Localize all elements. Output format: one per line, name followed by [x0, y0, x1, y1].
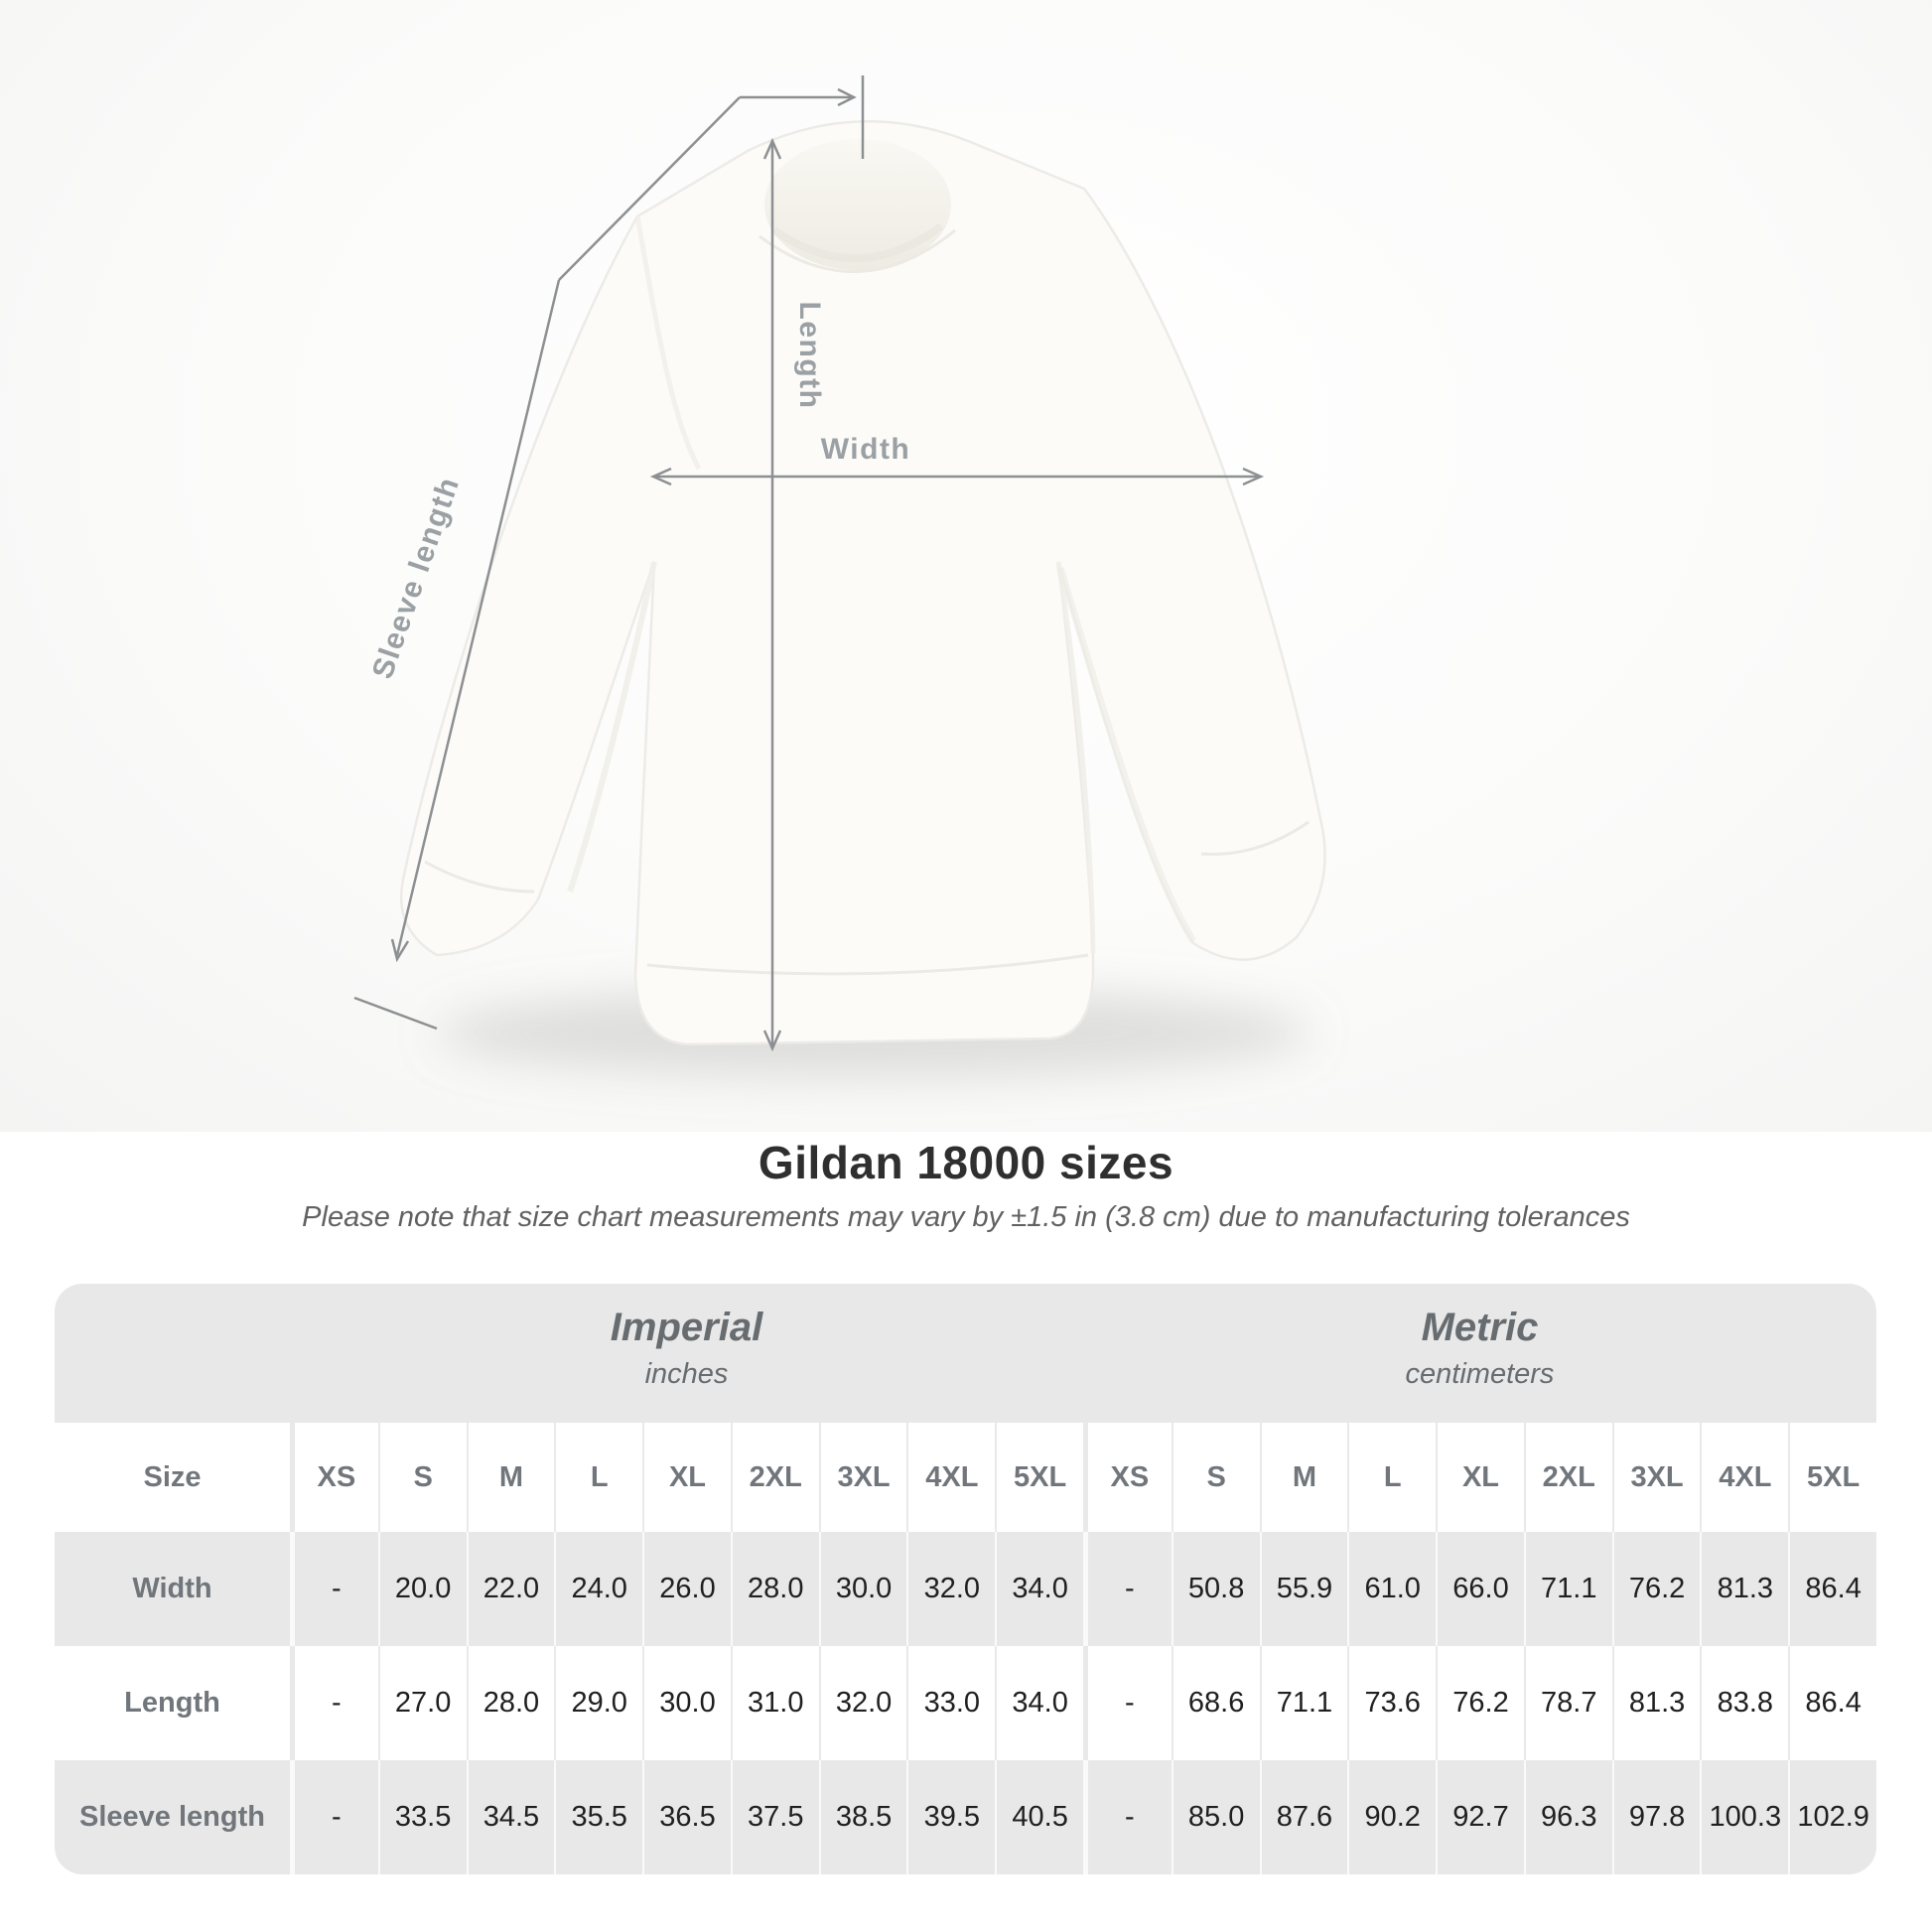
- metric-header: [1083, 1284, 1876, 1423]
- metric-value: 76.2: [1436, 1646, 1524, 1760]
- imperial-size-header: XS: [290, 1423, 378, 1532]
- sweatshirt-icon: [401, 121, 1324, 1044]
- tolerance-note: Please note that size chart measurements may vary by ±1.5 in (3.8 cm) due to manufacturing tolerances: [302, 1201, 1630, 1233]
- units-header: [55, 1284, 1876, 1423]
- imperial-value: 24.0: [554, 1532, 642, 1646]
- table-row-sleeve-length: [55, 1760, 1876, 1874]
- metric-value: -: [1083, 1646, 1172, 1760]
- imperial-value: 29.0: [554, 1646, 642, 1760]
- imperial-value: 31.0: [731, 1646, 819, 1760]
- row-label: Width: [132, 1573, 212, 1604]
- width-label: Width: [820, 433, 911, 466]
- row-label: Sleeve length: [79, 1801, 265, 1833]
- metric-value: 61.0: [1347, 1532, 1436, 1646]
- imperial-size-header: M: [467, 1423, 555, 1532]
- imperial-value: 32.0: [819, 1646, 907, 1760]
- imperial-size-header: 3XL: [819, 1423, 907, 1532]
- metric-value: 90.2: [1347, 1760, 1436, 1874]
- metric-value: 83.8: [1700, 1646, 1788, 1760]
- imperial-value: 30.0: [642, 1646, 731, 1760]
- metric-size-header: M: [1260, 1423, 1348, 1532]
- page-title: Gildan 18000 sizes: [758, 1137, 1174, 1188]
- imperial-value: 32.0: [906, 1532, 995, 1646]
- imperial-value: 28.0: [731, 1532, 819, 1646]
- imperial-value: 37.5: [731, 1760, 819, 1874]
- imperial-size-header: L: [554, 1423, 642, 1532]
- imperial-size-header: S: [378, 1423, 467, 1532]
- imperial-value: 33.0: [906, 1646, 995, 1760]
- metric-size-header: XS: [1083, 1423, 1172, 1532]
- imperial-value: 34.0: [995, 1646, 1083, 1760]
- imperial-size-header: 4XL: [906, 1423, 995, 1532]
- imperial-value: 38.5: [819, 1760, 907, 1874]
- metric-value: 96.3: [1524, 1760, 1612, 1874]
- metric-value: 85.0: [1172, 1760, 1260, 1874]
- imperial-unit: inches: [644, 1358, 729, 1390]
- imperial-value: 30.0: [819, 1532, 907, 1646]
- metric-size-header: 3XL: [1612, 1423, 1701, 1532]
- imperial-title: Imperial: [610, 1306, 763, 1349]
- metric-value: 100.3: [1700, 1760, 1788, 1874]
- metric-value: 73.6: [1347, 1646, 1436, 1760]
- metric-value: 102.9: [1788, 1760, 1876, 1874]
- imperial-value: 22.0: [467, 1532, 555, 1646]
- imperial-value: 27.0: [378, 1646, 467, 1760]
- metric-value: -: [1083, 1760, 1172, 1874]
- imperial-value: -: [290, 1532, 378, 1646]
- metric-value: 86.4: [1788, 1646, 1876, 1760]
- table-row-length: [55, 1646, 1876, 1760]
- metric-value: 87.6: [1260, 1760, 1348, 1874]
- metric-value: 81.3: [1612, 1646, 1701, 1760]
- imperial-size-header: 5XL: [995, 1423, 1083, 1532]
- metric-unit: centimeters: [1405, 1358, 1555, 1390]
- table-row-width: [55, 1532, 1876, 1646]
- metric-size-header: 4XL: [1700, 1423, 1788, 1532]
- metric-value: 76.2: [1612, 1532, 1701, 1646]
- metric-value: 97.8: [1612, 1760, 1701, 1874]
- metric-value: 66.0: [1436, 1532, 1524, 1646]
- size-column-header: Size: [143, 1460, 202, 1493]
- imperial-value: 20.0: [378, 1532, 467, 1646]
- metric-value: -: [1083, 1532, 1172, 1646]
- metric-value: 71.1: [1524, 1532, 1612, 1646]
- metric-value: 68.6: [1172, 1646, 1260, 1760]
- imperial-value: 26.0: [642, 1532, 731, 1646]
- metric-size-header: 5XL: [1788, 1423, 1876, 1532]
- metric-title: Metric: [1421, 1306, 1539, 1349]
- table-rows: [55, 1532, 1876, 1874]
- metric-value: 78.7: [1524, 1646, 1612, 1760]
- imperial-value: 35.5: [554, 1760, 642, 1874]
- imperial-value: 33.5: [378, 1760, 467, 1874]
- metric-value: 50.8: [1172, 1532, 1260, 1646]
- imperial-value: -: [290, 1760, 378, 1874]
- metric-value: 81.3: [1700, 1532, 1788, 1646]
- imperial-header: [290, 1284, 1083, 1423]
- metric-value: 55.9: [1260, 1532, 1348, 1646]
- imperial-value: 28.0: [467, 1646, 555, 1760]
- imperial-value: -: [290, 1646, 378, 1760]
- sleeve-length-label: Sleeve length: [365, 472, 467, 683]
- imperial-value: 39.5: [906, 1760, 995, 1874]
- metric-size-header: XL: [1436, 1423, 1524, 1532]
- imperial-value: 36.5: [642, 1760, 731, 1874]
- metric-value: 86.4: [1788, 1532, 1876, 1646]
- size-header-row: [55, 1423, 1876, 1532]
- imperial-size-header: XL: [642, 1423, 731, 1532]
- size-table: [55, 1284, 1876, 1874]
- metric-size-header: 2XL: [1524, 1423, 1612, 1532]
- row-label: Length: [124, 1687, 220, 1719]
- imperial-value: 34.0: [995, 1532, 1083, 1646]
- metric-size-header: S: [1172, 1423, 1260, 1532]
- imperial-value: 40.5: [995, 1760, 1083, 1874]
- imperial-value: 34.5: [467, 1760, 555, 1874]
- metric-size-header: L: [1347, 1423, 1436, 1532]
- length-label: Length: [793, 301, 826, 410]
- collar-opening: [764, 139, 951, 270]
- metric-value: 71.1: [1260, 1646, 1348, 1760]
- imperial-size-header: 2XL: [731, 1423, 819, 1532]
- metric-value: 92.7: [1436, 1760, 1524, 1874]
